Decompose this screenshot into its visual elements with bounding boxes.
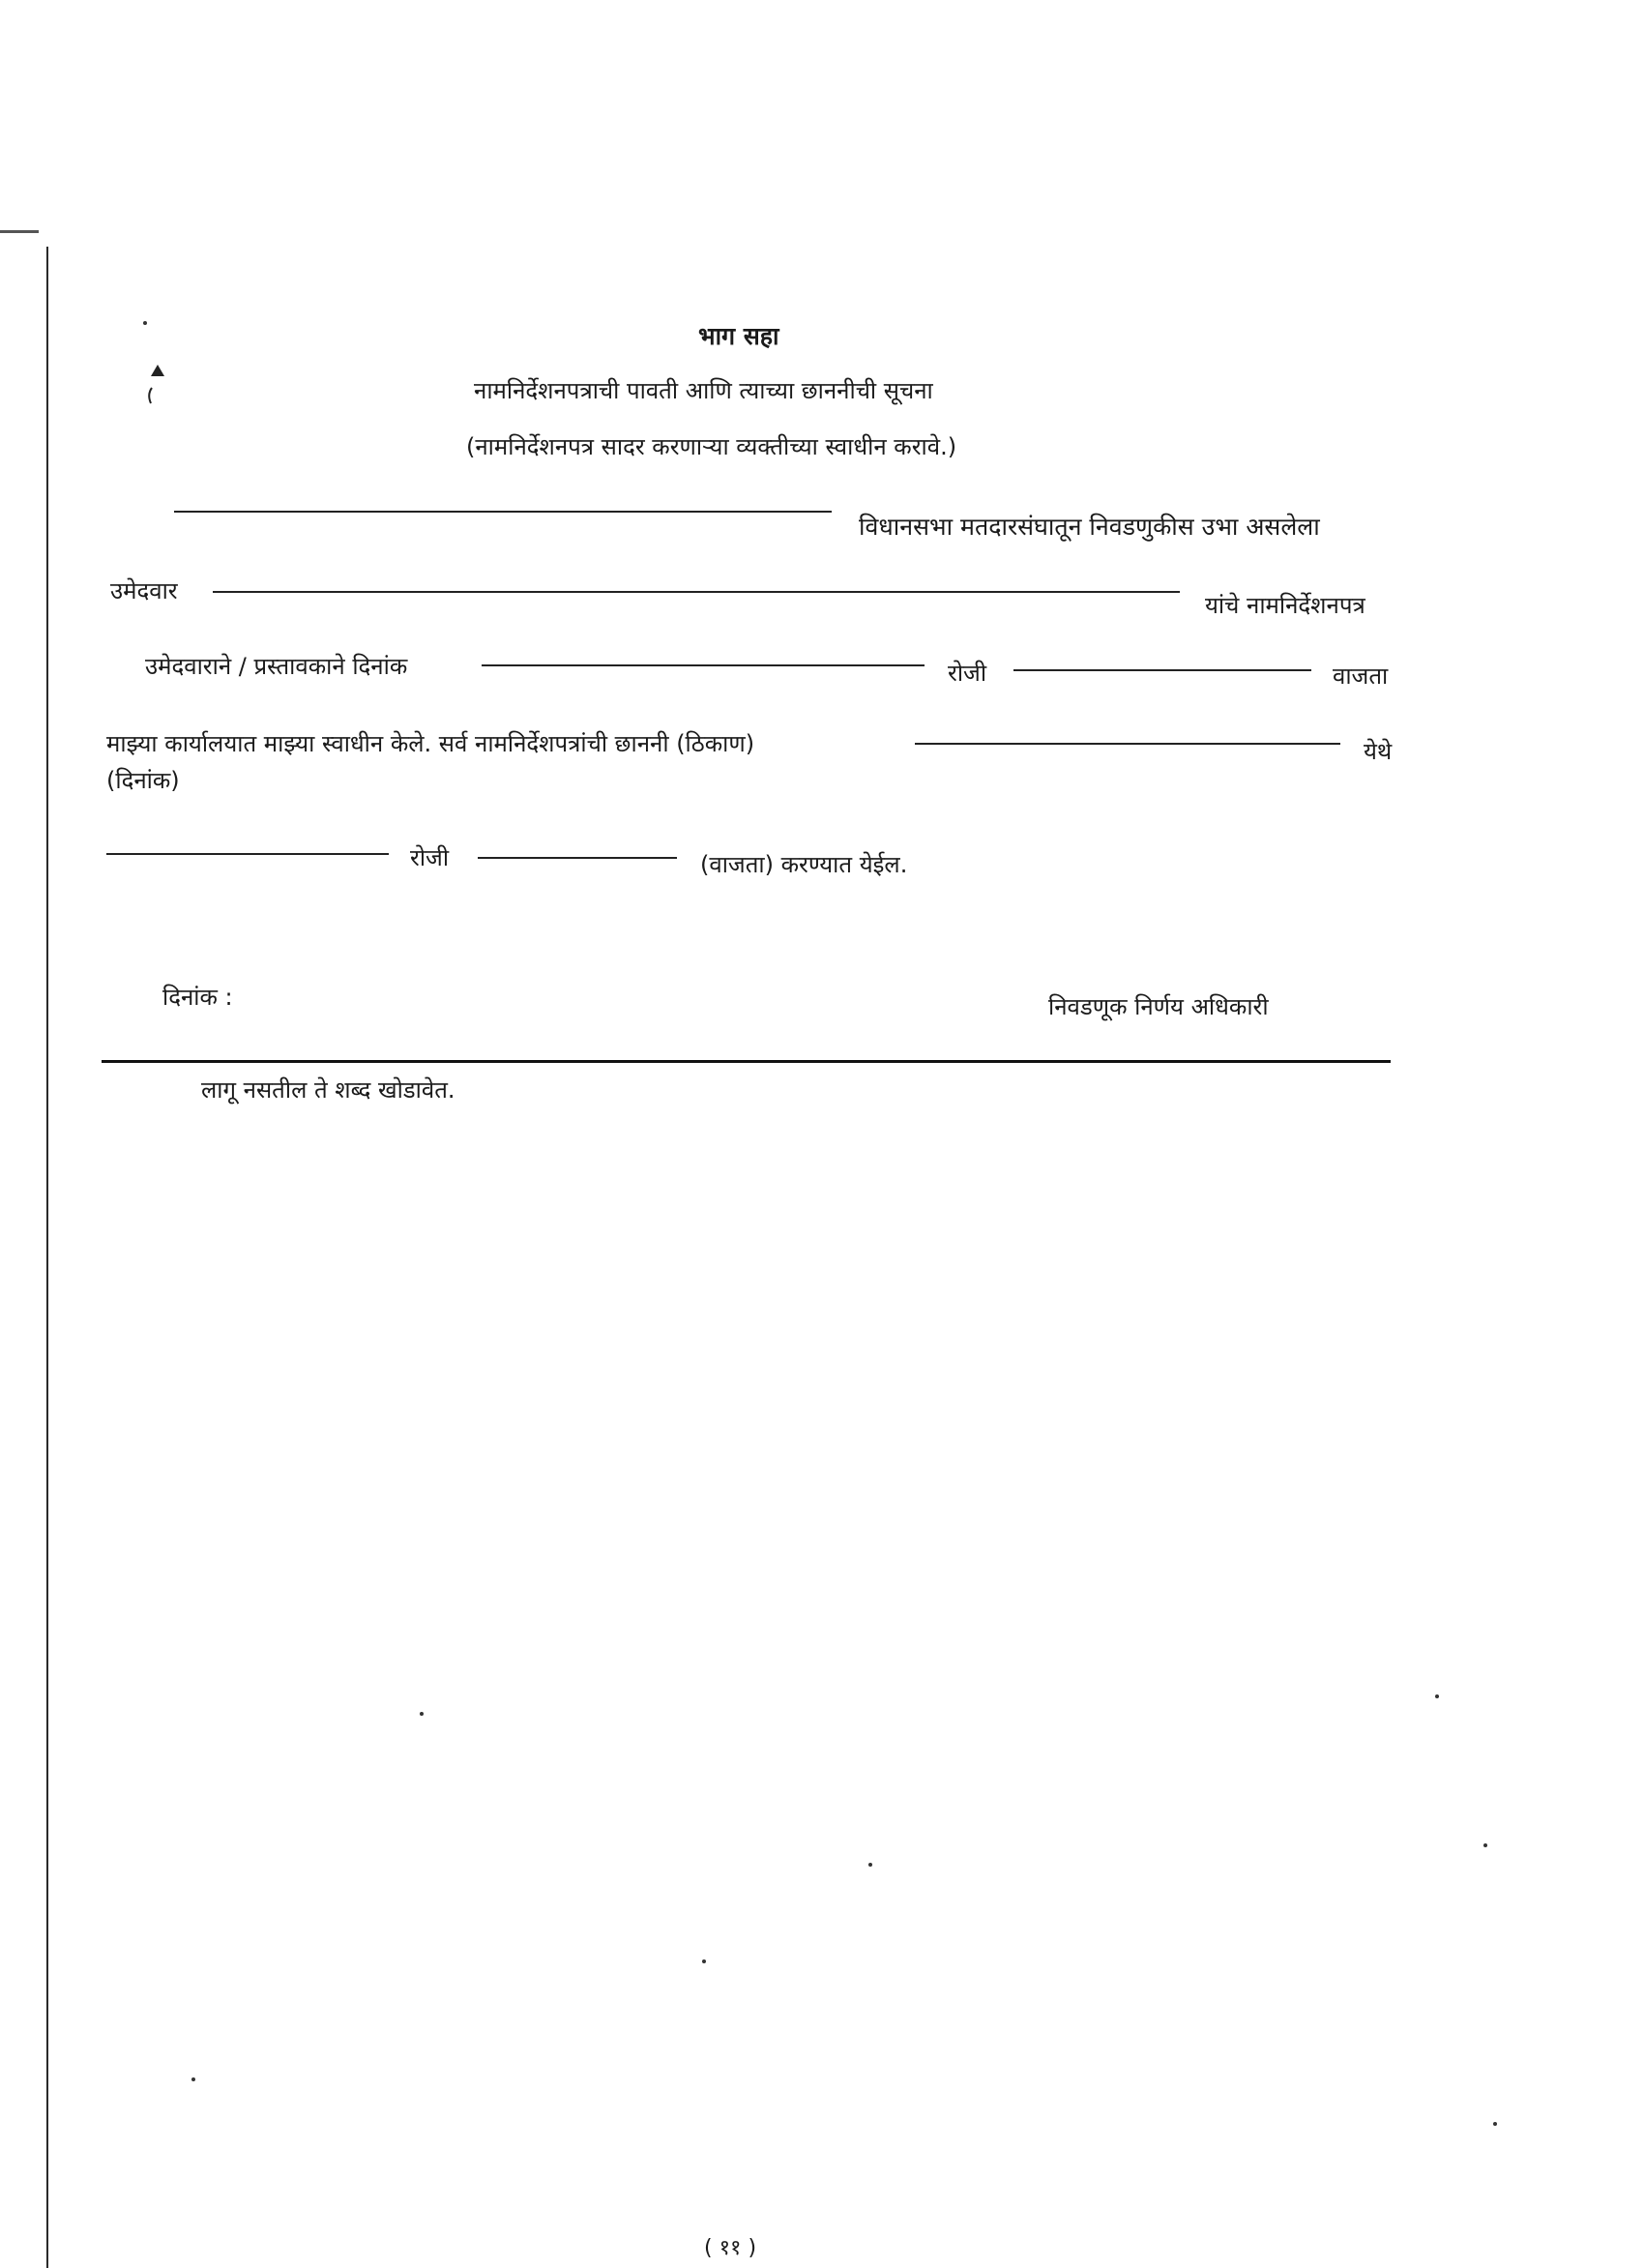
submission-time-blank	[1013, 669, 1311, 671]
line5-roji: रोजी	[410, 844, 450, 871]
line5-end-text: (वाजता) करण्यात येईल.	[700, 851, 908, 878]
line1-text: विधानसभा मतदारसंघातून निवडणुकीस उभा असलेला	[859, 513, 1320, 541]
scan-speck	[1483, 1843, 1487, 1847]
scrutiny-date-blank	[106, 853, 389, 855]
line4-text: माझ्या कार्यालयात माझ्या स्वाधीन केले. सर्व नामनिर्देशपत्रांची छाननी (ठिकाण)	[106, 730, 755, 757]
arrow-mark-icon	[143, 363, 172, 411]
submission-date-blank	[482, 664, 925, 666]
scan-speck	[1493, 2122, 1497, 2126]
constituency-blank	[174, 511, 832, 513]
line4-end-text: येथे	[1364, 738, 1393, 765]
divider-rule	[102, 1060, 1391, 1063]
scan-speck	[420, 1712, 424, 1716]
line3-roji: रोजी	[948, 660, 987, 687]
section-heading: भाग सहा	[698, 322, 779, 350]
candidate-label: उमेदवार	[110, 577, 178, 604]
date-parenthetical: (दिनांक)	[106, 767, 180, 794]
scan-speck	[1435, 1694, 1439, 1698]
scan-speck	[702, 1959, 706, 1963]
page-number: ( ११ )	[704, 2236, 757, 2260]
signatory-label: निवडणूक निर्णय अधिकारी	[1048, 993, 1269, 1020]
scrutiny-place-blank	[915, 743, 1340, 745]
scrutiny-time-blank	[478, 857, 677, 859]
scan-speck	[191, 2077, 195, 2081]
candidate-name-blank	[213, 591, 1180, 593]
scan-speck	[868, 1863, 872, 1867]
form-title: नामनिर्देशनपत्राची पावती आणि त्याच्या छाननीची सूचना	[474, 377, 933, 404]
footnote: लागू नसतील ते शब्द खोडावेत.	[201, 1076, 455, 1104]
scan-speck	[143, 321, 147, 325]
binding-tick	[0, 230, 39, 233]
line3-label: उमेदवाराने / प्रस्तावकाने दिनांक	[145, 653, 408, 680]
line2-end-text: यांचे नामनिर्देशनपत्र	[1205, 592, 1365, 619]
line3-end-text: वाजता	[1333, 663, 1389, 690]
date-label: दिनांक :	[162, 984, 233, 1011]
binding-margin-line	[46, 247, 48, 2268]
form-subtitle: (नामनिर्देशनपत्र सादर करणाऱ्या व्यक्तीच्या स्वाधीन करावे.)	[466, 433, 957, 460]
